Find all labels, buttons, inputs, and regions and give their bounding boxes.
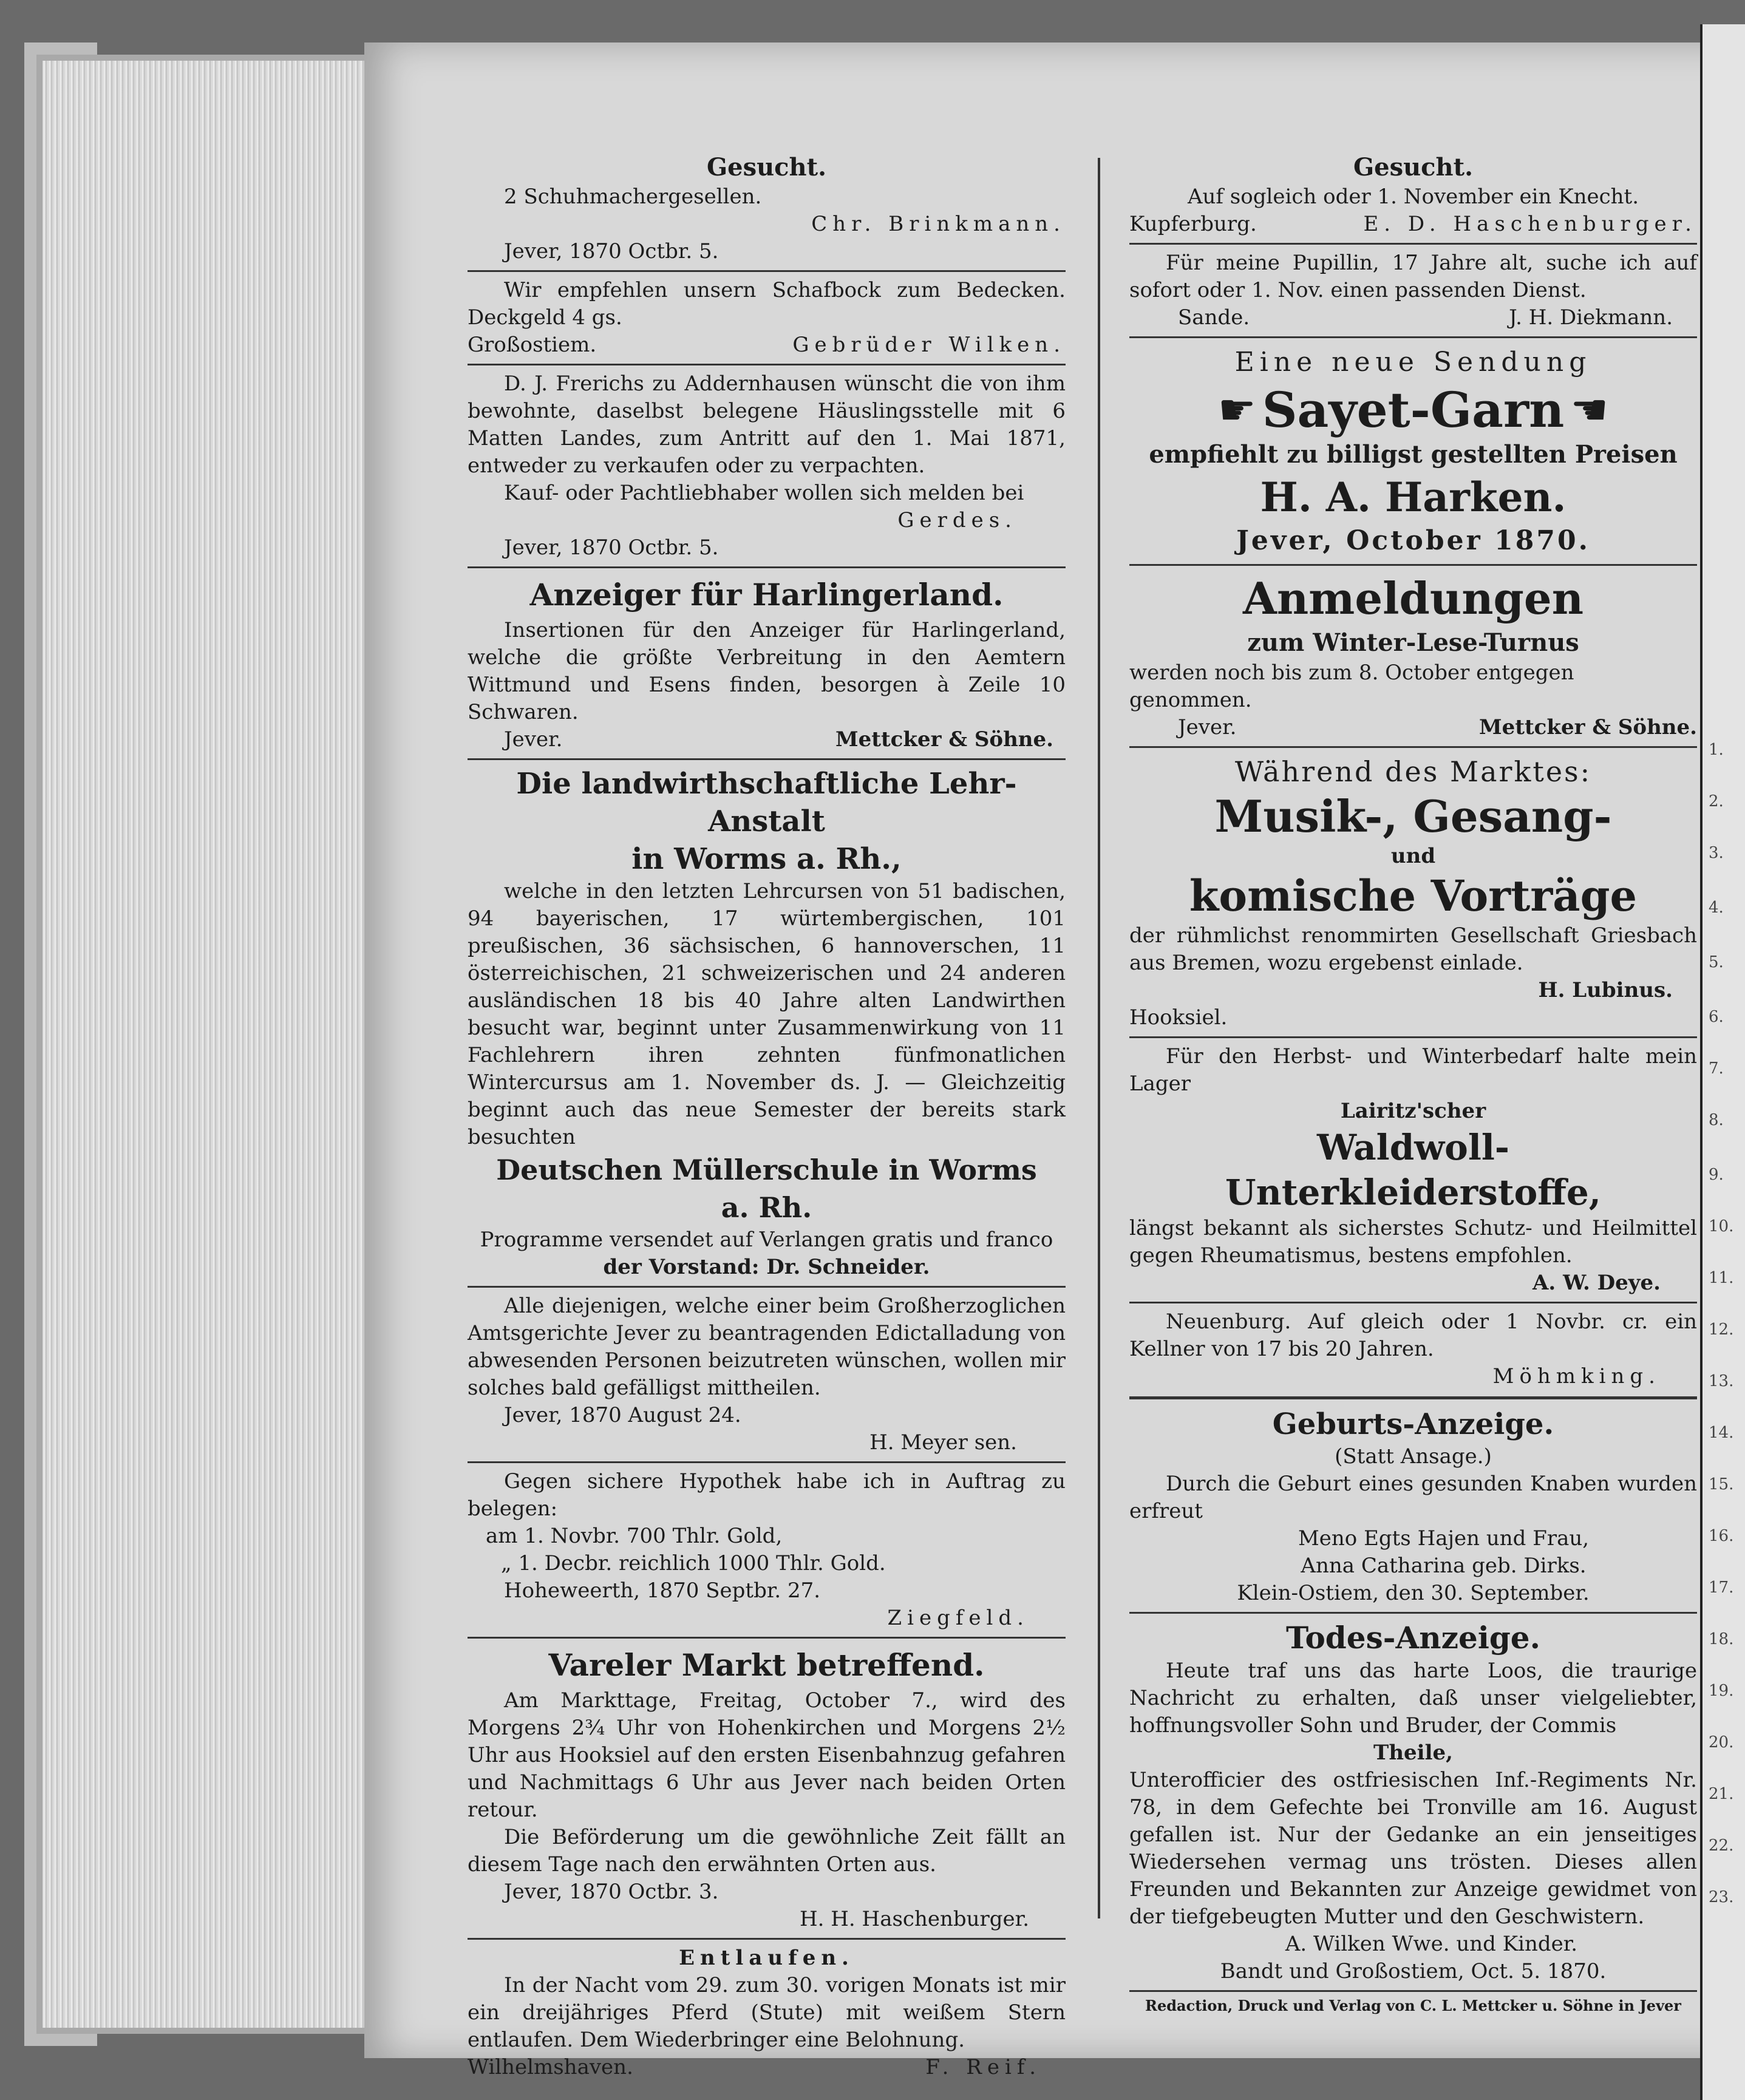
ad-place: Jever. xyxy=(1178,715,1237,739)
page-number-mark: 4. xyxy=(1709,899,1724,917)
ad-heading: Gesucht. xyxy=(706,153,827,182)
page-number-mark: 19. xyxy=(1709,1682,1734,1700)
page-number-mark: 20. xyxy=(1709,1733,1734,1752)
ad-heading: Entlaufen. xyxy=(679,1946,854,1970)
ad-body: Wir empfehlen unsern Schafbock zum Bedecken. Deckgeld 4 gs. xyxy=(468,278,1066,330)
ad-body: Für meine Pupillin, 17 Jahre alt, suche ich auf sofort oder 1. Nov. einen passenden Dienst. xyxy=(1129,251,1697,302)
ad-heading: Eine neue Sendung xyxy=(1234,347,1592,378)
ad-schafbock xyxy=(468,277,1066,359)
divider xyxy=(1129,746,1697,748)
left-column xyxy=(468,152,1066,2081)
column-divider xyxy=(1098,158,1100,1918)
ad-body: Gegen sichere Hypothek habe ich in Auftrag zu belegen: xyxy=(468,1469,1066,1521)
ad-signature: H. A. Harken. xyxy=(1260,474,1566,521)
ad-signature: H. Lubinus. xyxy=(1538,978,1673,1002)
ad-haeuslingsstelle xyxy=(468,370,1066,562)
ad-signature: F. Reif. xyxy=(925,2055,1041,2079)
page-number-mark: 14. xyxy=(1709,1424,1734,1442)
divider xyxy=(468,1637,1066,1639)
page-number-mark: 2. xyxy=(1709,792,1724,810)
pointing-hand-icon: ☛ xyxy=(1217,385,1256,435)
ad-place-date: Bandt und Großostiem, Oct. 5. 1870. xyxy=(1220,1959,1607,1983)
ad-place-date: Jever, 1870 Octbr. 5. xyxy=(504,239,719,263)
ad-heading: Waldwoll-Unterkleiderstoffe, xyxy=(1225,1127,1601,1213)
ad-body: Am Markttage, Freitag, October 7., wird des Morgens 2¾ Uhr von Hohenkirchen und Morgens 2½ Uhr aus Hooksiel auf den ersten Eisenbahnzug gefahren und Nachmittags 6 Uhr aus Jever nach beiden Orten retour. xyxy=(468,1688,1066,1822)
ad-heading: Vareler Markt betreffend. xyxy=(548,1647,985,1683)
ad-heading: Die landwirthschaftliche Lehr-Anstalt xyxy=(516,767,1017,838)
ad-sayet-garn xyxy=(1129,343,1697,559)
ad-signature: Mettcker & Söhne. xyxy=(835,727,1053,752)
page-number-mark: 22. xyxy=(1709,1837,1734,1855)
ad-body: Auf sogleich oder 1. November ein Knecht. xyxy=(1187,185,1639,209)
ad-place: Kupferburg. xyxy=(1129,212,1257,236)
ad-place: Sande. xyxy=(1178,305,1250,330)
ad-geburts-anzeige xyxy=(1129,1405,1697,1607)
ad-signature: A. W. Deye. xyxy=(1532,1271,1661,1295)
ad-heading: Geburts-Anzeige. xyxy=(1272,1407,1554,1441)
ad-edictalladung xyxy=(468,1293,1066,1456)
divider xyxy=(468,364,1066,365)
ad-entlaufen xyxy=(468,1945,1066,2081)
ad-signature: A. Wilken Wwe. und Kinder. xyxy=(1285,1932,1578,1956)
ad-gesucht-schuhmacher xyxy=(468,152,1066,265)
page-edges xyxy=(36,55,389,2034)
ad-subheading: zum Winter-Lese-Turnus xyxy=(1247,628,1579,657)
ad-signature: E. D. Haschenburger. xyxy=(1363,212,1697,236)
ad-heading: Während des Marktes: xyxy=(1234,755,1592,788)
page-number-mark: 8. xyxy=(1709,1111,1724,1129)
ad-anzeiger-harlingerland xyxy=(468,573,1066,753)
divider xyxy=(468,270,1066,272)
ad-place: Großostiem. xyxy=(468,333,597,357)
ad-list-item: am 1. Novbr. 700 Thlr. Gold, xyxy=(486,1524,783,1548)
page-number-mark: 17. xyxy=(1709,1578,1734,1597)
ad-pupillin xyxy=(1129,250,1697,331)
divider xyxy=(1129,1990,1697,1992)
ad-name: Theile, xyxy=(1373,1741,1453,1765)
divider xyxy=(468,758,1066,760)
ad-body: Für den Herbst- und Winterbedarf halte mein Lager xyxy=(1129,1044,1697,1096)
ad-signature: Meno Egts Hajen und Frau, xyxy=(1298,1526,1590,1551)
ad-place-date: Klein-Ostiem, den 30. September. xyxy=(1237,1581,1590,1605)
ad-heading: a. Rh. xyxy=(721,1191,812,1224)
ad-gesucht-knecht xyxy=(1129,152,1697,238)
ad-todes-anzeige xyxy=(1129,1619,1697,1985)
ad-place: Wilhelmshaven. xyxy=(468,2055,633,2079)
ad-signature: Möhmking. xyxy=(1492,1364,1661,1388)
ad-musik-gesang xyxy=(1129,753,1697,1031)
ad-anmeldungen xyxy=(1129,571,1697,741)
divider xyxy=(1129,1036,1697,1038)
page-number-mark: 11. xyxy=(1709,1269,1734,1287)
ad-signature: Gebrüder Wilken. xyxy=(792,333,1066,357)
ad-body: Durch die Geburt eines gesunden Knaben wurden erfreut xyxy=(1129,1472,1697,1523)
ad-body: Neuenburg. Auf gleich oder 1 Novbr. cr. ein Kellner von 17 bis 20 Jahren. xyxy=(1129,1310,1697,1361)
page-number-mark: 12. xyxy=(1709,1320,1734,1339)
next-page-edge xyxy=(1700,24,1745,2100)
ad-lehranstalt-worms xyxy=(468,765,1066,1281)
ad-signature: Gerdes. xyxy=(897,508,1017,532)
ad-vareler-markt xyxy=(468,1643,1066,1933)
divider xyxy=(1129,1396,1697,1399)
ad-body: Unterofficier des ostfriesischen Inf.-Regiments Nr. 78, in dem Gefechte bei Tronville am 16. August gefallen ist. Nur der Gedanke an ein jenseitiges Wiedersehen vermag uns trösten. Dieses allen Freunden und Bekannten zur Anzeige gewidmet von der tiefgebeugten Mutter und den Geschwistern. xyxy=(1129,1768,1697,1929)
page-number-mark: 9. xyxy=(1709,1166,1724,1184)
ad-heading: komische Vorträge xyxy=(1189,871,1638,921)
imprint-footer: Redaction, Druck und Verlag von C. L. Mettcker u. Söhne in Jever xyxy=(1145,1997,1681,2014)
ad-place: Jever. xyxy=(504,727,563,752)
page-number-mark: 21. xyxy=(1709,1785,1734,1803)
page-number-mark: 16. xyxy=(1709,1527,1734,1545)
ad-heading: Todes-Anzeige. xyxy=(1285,1620,1541,1656)
ad-heading: Gesucht. xyxy=(1353,153,1474,182)
page-number-mark: 18. xyxy=(1709,1630,1734,1648)
ad-body: empfiehlt zu billigst gestellten Preisen xyxy=(1149,440,1678,469)
ad-signature: Mettcker & Söhne. xyxy=(1479,715,1697,739)
ad-signature: H. H. Haschenburger. xyxy=(800,1907,1029,1931)
ad-body: Programme versendet auf Verlangen gratis und franco xyxy=(480,1228,1053,1252)
ad-body: Kauf- oder Pachtliebhaber wollen sich melden bei xyxy=(504,481,1024,505)
ad-heading: Sayet-Garn xyxy=(1262,381,1565,438)
ad-subheading: (Statt Ansage.) xyxy=(1335,1444,1492,1469)
ad-place-date: Jever, 1870 Octbr. 5. xyxy=(504,535,719,560)
page-number-mark: 5. xyxy=(1709,953,1724,971)
ad-signature: der Vorstand: Dr. Schneider. xyxy=(603,1255,930,1279)
ad-heading: und xyxy=(1390,844,1436,868)
page-number-mark: 13. xyxy=(1709,1372,1734,1390)
divider xyxy=(1129,1612,1697,1614)
ad-place-date: Jever, 1870 Octbr. 3. xyxy=(504,1880,719,1904)
page-number-mark: 1. xyxy=(1709,741,1724,759)
page-number-mark: 23. xyxy=(1709,1888,1734,1906)
page-number-mark: 6. xyxy=(1709,1008,1724,1026)
ad-signature: H. Meyer sen. xyxy=(869,1430,1017,1455)
divider xyxy=(1129,243,1697,245)
ad-place-date: Jever, 1870 August 24. xyxy=(504,1403,741,1427)
divider xyxy=(468,1286,1066,1288)
ad-signature: Chr. Brinkmann. xyxy=(811,212,1066,236)
ad-heading: Musik-, Gesang- xyxy=(1214,790,1612,842)
page-number-mark: 3. xyxy=(1709,844,1724,862)
ad-body: welche in den letzten Lehrcursen von 51 badischen, 94 bayerischen, 17 würtembergischen, 101 preußischen, 36 sächsischen, 6 hannoverschen, 11 österreichischen, 21 schweizerischen und 24 anderen ausländischen 18 bis 40 Jahre alten Landwirthen besucht war, beginnt unter Zusammenwirkung von 11 Fachlehrern ihren zehnten fünfmonatlichen Wintercursus am 1. November ds. J. — Gleichzeitig beginnt auch das neue Semester der bereits stark besuchten xyxy=(468,879,1066,1149)
ad-body: D. J. Frerichs zu Addernhausen wünscht die von ihm bewohnte, daselbst belegene Häuslingsstelle mit 6 Matten Landes, zum Antritt auf den 1. Mai 1871, entweder zu verkaufen oder zu verpachten. xyxy=(468,372,1066,478)
ad-heading: Anmeldungen xyxy=(1242,573,1584,624)
ad-body: In der Nacht vom 29. zum 30. vorigen Monats ist mir ein dreijähriges Pferd (Stute) mit weißem Stern entlaufen. Dem Wiederbringer eine Belohnung. xyxy=(468,1973,1066,2052)
ad-place: Hooksiel. xyxy=(1129,1005,1228,1030)
ad-body: Alle diejenigen, welche einer beim Großherzoglichen Amtsgerichte Jever zu beantragenden Edictalladung von abwesenden Personen beizutreten wünschen, wollen mir solches bald gefälligst mittheilen. xyxy=(468,1294,1066,1400)
ad-list-item: „ 1. Decbr. reichlich 1000 Thlr. Gold. xyxy=(501,1551,886,1575)
ad-place-date: Jever, October 1870. xyxy=(1236,525,1590,556)
page-number-mark: 10. xyxy=(1709,1217,1734,1235)
divider xyxy=(1129,564,1697,566)
divider xyxy=(468,1938,1066,1940)
ad-body: längst bekannt als sicherstes Schutz- und Heilmittel gegen Rheumatismus, bestens empfohlen. xyxy=(1129,1216,1697,1268)
ad-kellner xyxy=(1129,1308,1697,1390)
pointing-hand-icon: ☚ xyxy=(1570,385,1609,435)
ad-signature: J. H. Diekmann. xyxy=(1509,305,1673,330)
divider xyxy=(468,566,1066,568)
ad-signature: Anna Catharina geb. Dirks. xyxy=(1301,1554,1587,1578)
ad-place-date: Hoheweerth, 1870 Septbr. 27. xyxy=(504,1578,821,1603)
ad-waldwoll xyxy=(1129,1043,1697,1297)
ad-heading: Deutschen Müllerschule in Worms xyxy=(496,1154,1037,1186)
ad-body: der rühmlichst renommirten Gesellschaft Griesbach aus Bremen, wozu ergebenst einlade. xyxy=(1129,923,1697,975)
ad-heading: in Worms a. Rh., xyxy=(631,842,902,876)
ad-hypothek xyxy=(468,1468,1066,1632)
ad-body: 2 Schuhmachergesellen. xyxy=(504,185,762,209)
divider xyxy=(1129,336,1697,338)
divider xyxy=(1129,1302,1697,1303)
ad-subheading: Lairitz'scher xyxy=(1340,1099,1486,1123)
right-column xyxy=(1129,152,1697,2014)
divider xyxy=(468,1461,1066,1463)
ad-heading: Anzeiger für Harlingerland. xyxy=(529,577,1004,613)
page-number-mark: 15. xyxy=(1709,1475,1734,1493)
ad-body: Insertionen für den Anzeiger für Harlingerland, welche die größte Verbreitung in den Aemtern Wittmund und Esens finden, besorgen à Zeile 10 Schwaren. xyxy=(468,618,1066,724)
ad-signature: Ziegfeld. xyxy=(887,1606,1029,1630)
ad-body: werden noch bis zum 8. October entgegen genommen. xyxy=(1129,661,1574,712)
ad-body: Heute traf uns das harte Loos, die traurige Nachricht zu erhalten, daß unser vielgeliebter, hoffnungsvoller Sohn und Bruder, der Commis xyxy=(1129,1659,1697,1738)
page-number-mark: 7. xyxy=(1709,1059,1724,1078)
ad-body: Die Beförderung um die gewöhnliche Zeit fällt an diesem Tage nach den erwähnten Orten aus. xyxy=(468,1825,1066,1877)
